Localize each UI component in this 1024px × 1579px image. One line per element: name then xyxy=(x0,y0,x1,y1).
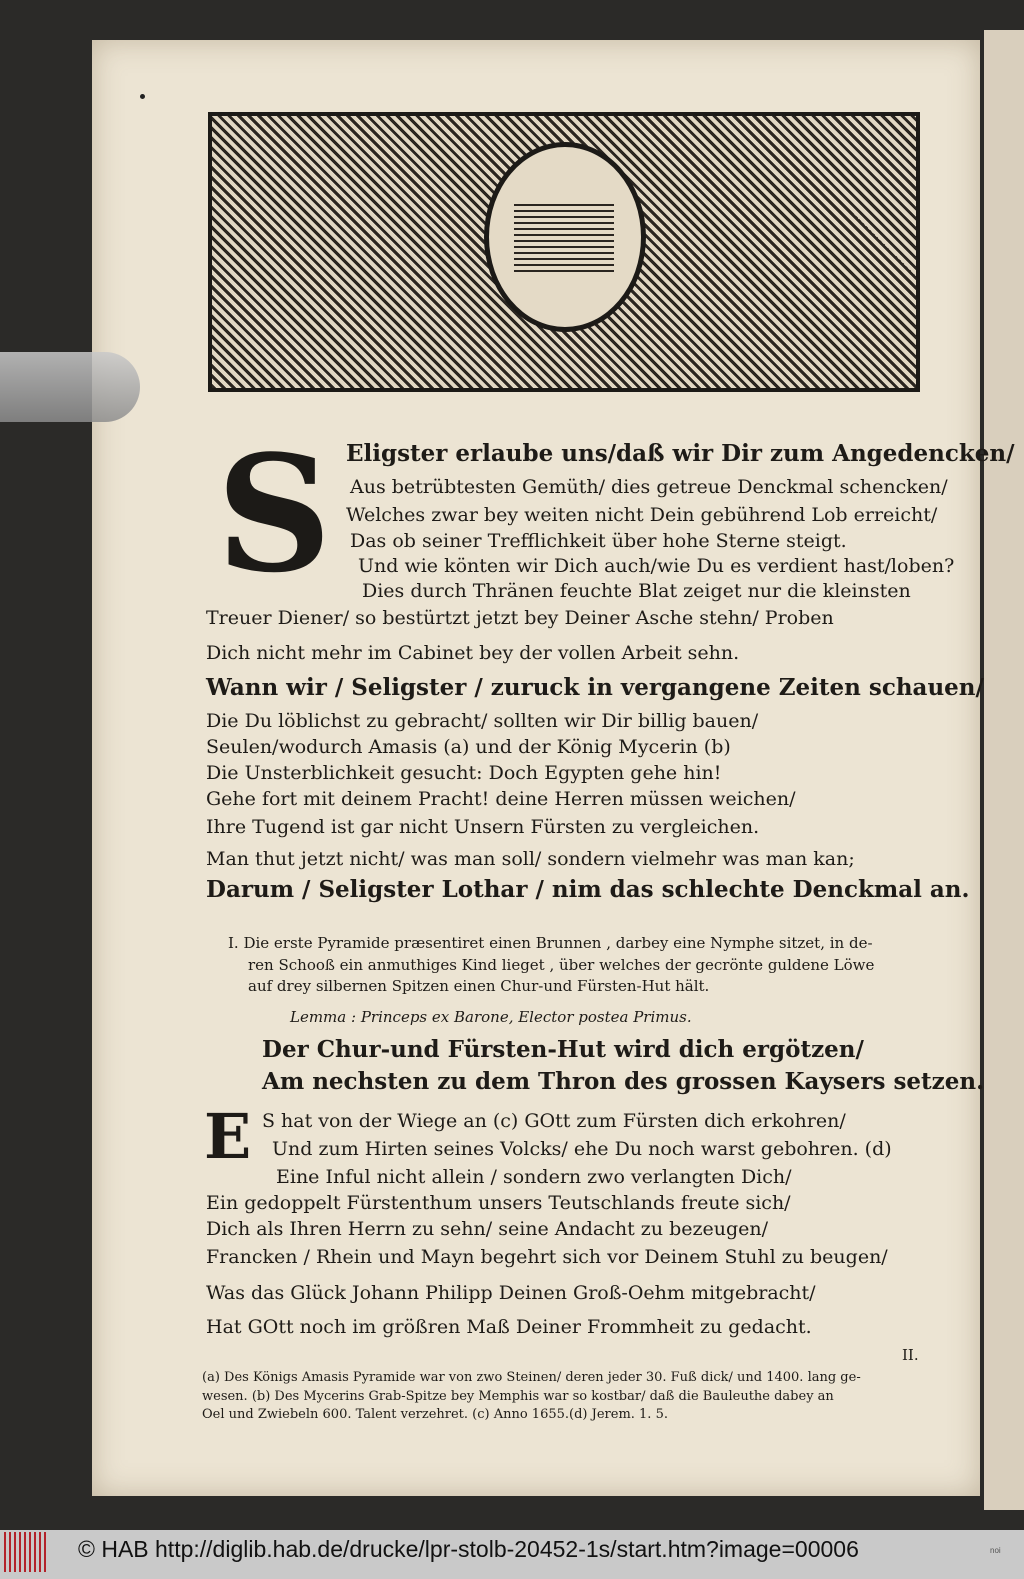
footnote: (a) Des Königs Amasis Pyramide war von zwo Steinen/ deren jeder 30. Fuß dick/ und 1400. lang ge- xyxy=(202,1370,861,1385)
ornament-medallion xyxy=(484,142,646,332)
ink-dot xyxy=(140,94,145,99)
poem-line: Die Unsterblichkeit gesucht: Doch Egypten gehe hin! xyxy=(206,762,722,784)
poem-line: Francken / Rhein und Mayn begehrt sich vor Deinem Stuhl zu beugen/ xyxy=(206,1246,888,1268)
motto-line: Der Chur-und Fürsten-Hut wird dich ergötzen/ xyxy=(262,1036,864,1063)
poem-line: Seulen/wodurch Amasis (a) und der König Mycerin (b) xyxy=(206,736,731,758)
poem-line: Die Du löblichst zu gebracht/ sollten wir Dir billig bauen/ xyxy=(206,710,759,732)
poem-line: Das ob seiner Trefflichkeit über hohe Sterne steigt. xyxy=(350,530,847,552)
footnote: wesen. (b) Des Mycerins Grab-Spitze bey Memphis war so kostbar/ daß die Bauleuthe dabey an xyxy=(202,1389,834,1404)
section-text: auf drey silbernen Spitzen einen Chur-und Fürsten-Hut hält. xyxy=(248,977,710,995)
poem-line: Was das Glück Johann Philipp Deinen Groß-Oehm mitgebracht/ xyxy=(206,1282,816,1304)
poem-line: Eligster erlaube uns/daß wir Dir zum Angedencken/ xyxy=(346,440,1015,467)
poem-line: Dies durch Thränen feuchte Blat zeiget nur die kleinsten xyxy=(362,580,911,602)
poem-line: Ihre Tugend ist gar nicht Unsern Fürsten zu vergleichen. xyxy=(206,816,760,838)
poem-line: Darum / Seligster Lothar / nim das schlechte Denckmal an. xyxy=(206,876,970,903)
poem-line: Eine Inful nicht allein / sondern zwo verlangten Dich/ xyxy=(276,1166,792,1188)
poem-line: Dich nicht mehr im Cabinet bey der vollen Arbeit sehn. xyxy=(206,642,740,664)
poem-line: Gehe fort mit deinem Pracht! deine Herren müssen weichen/ xyxy=(206,788,796,810)
poem-line: Wann wir / Seligster / zuruck in vergangene Zeiten schauen/ xyxy=(206,674,984,701)
hab-logo-icon xyxy=(4,1532,48,1572)
footer-small-text: noi xyxy=(990,1546,1001,1555)
poem-line: Welches zwar bey weiten nicht Dein gebührend Lob erreicht/ xyxy=(346,504,938,526)
poem-line: Und wie könten wir Dich auch/wie Du es verdient hast/loben? xyxy=(358,555,955,577)
poem-line: S hat von der Wiege an (c) GOtt zum Fürsten dich erkohren/ xyxy=(262,1110,846,1132)
motto-line: Am nechsten zu dem Thron des grossen Kaysers setzen. xyxy=(262,1068,985,1095)
lemma: Lemma : Princeps ex Barone, Elector postea Primus. xyxy=(290,1008,692,1026)
next-page-edge xyxy=(984,30,1024,1510)
poem-line: Hat GOtt noch im größren Maß Deiner Frommheit zu gedacht. xyxy=(206,1316,812,1338)
poem-line: Aus betrübtesten Gemüth/ dies getreue Denckmal schencken/ xyxy=(350,476,948,498)
page-clip xyxy=(0,352,140,422)
poem-line: Treuer Diener/ so bestürtzt jetzt bey Deiner Asche stehn/ Proben xyxy=(206,607,834,629)
poem-line: Ein gedoppelt Fürstenthum unsers Teutschlands freute sich/ xyxy=(206,1192,791,1214)
poem-line: Man thut jetzt nicht/ was man soll/ sondern vielmehr was man kan; xyxy=(206,848,855,870)
poem-line: Dich als Ihren Herrn zu sehn/ seine Andacht zu bezeugen/ xyxy=(206,1218,769,1240)
footnote: Oel und Zwiebeln 600. Talent verzehret. (c) Anno 1655.(d) Jerem. 1. 5. xyxy=(202,1407,668,1422)
poem-line: Und zum Hirten seines Volcks/ ehe Du noch warst gebohren. (d) xyxy=(272,1138,892,1160)
copyright-link[interactable]: © HAB http://diglib.hab.de/drucke/lpr-stolb-20452-1s/start.htm?image=00006 xyxy=(78,1536,859,1562)
section-text: I. Die erste Pyramide præsentiret einen Brunnen , darbey eine Nymphe sitzet, in de- xyxy=(228,934,873,952)
decorated-initial: S xyxy=(216,420,332,608)
catchword: II. xyxy=(902,1346,919,1364)
section-text: ren Schooß ein anmuthiges Kind lieget , über welches der gecrönte guldene Löwe xyxy=(248,956,875,974)
decorated-initial: E xyxy=(204,1100,252,1173)
